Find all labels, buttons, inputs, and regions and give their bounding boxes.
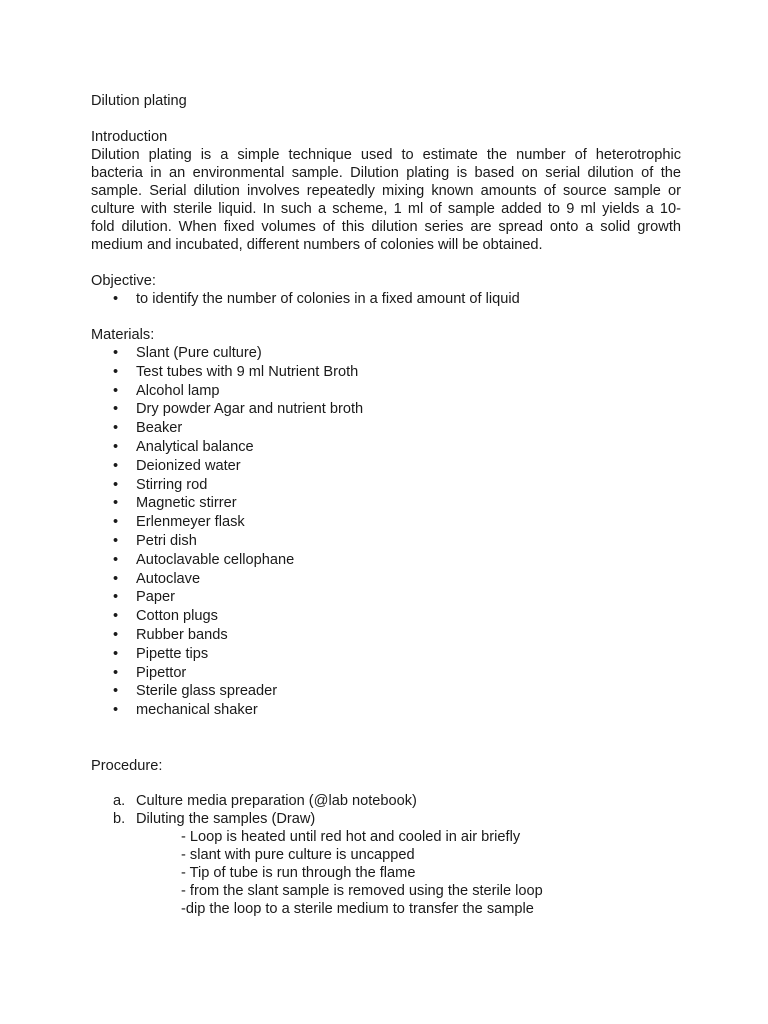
item-marker: b. xyxy=(113,811,126,827)
list-item xyxy=(91,810,681,828)
bullet-icon: • xyxy=(113,420,119,437)
material-text: Pipette tips xyxy=(136,645,209,662)
list-item xyxy=(91,513,681,532)
material-text: Magnetic stirrer xyxy=(136,495,237,512)
objective-section xyxy=(91,272,681,309)
list-item xyxy=(91,664,681,683)
list-item xyxy=(91,494,681,513)
list-item xyxy=(91,400,681,419)
bullet-icon: • xyxy=(113,664,119,681)
list-item xyxy=(91,290,681,309)
material-text: Autoclavable cellophane xyxy=(136,551,295,568)
material-text: Petri dish xyxy=(136,532,197,549)
bullet-icon: • xyxy=(113,345,119,361)
material-text: Test tubes with 9 ml Nutrient Broth xyxy=(136,363,359,380)
list-item xyxy=(91,570,681,589)
list-item xyxy=(91,382,681,401)
list-item xyxy=(91,588,681,607)
material-text: Pipettor xyxy=(136,664,187,681)
list-item xyxy=(91,532,681,551)
bullet-icon: • xyxy=(113,363,119,380)
objective-item-text: to identify the number of colonies in a fixed amount of liquid xyxy=(136,291,520,307)
material-text: Paper xyxy=(136,589,175,606)
material-text: Beaker xyxy=(136,420,183,437)
bullet-icon: • xyxy=(113,291,119,307)
bullet-icon: • xyxy=(113,626,119,643)
list-item xyxy=(91,344,681,363)
list-item xyxy=(91,438,681,457)
material-text: Rubber bands xyxy=(136,626,228,643)
intro-line: sample. Serial dilution involves repeatedly mixing known amounts of source sample or xyxy=(91,183,681,199)
list-item xyxy=(91,363,681,382)
step-item: - Tip of tube is run through the flame xyxy=(181,865,416,881)
introduction-heading: Introduction xyxy=(91,129,168,145)
step-item: - slant with pure culture is uncapped xyxy=(181,847,415,863)
step-item: - from the slant sample is removed using the sterile loop xyxy=(181,883,543,899)
material-text: Dry powder Agar and nutrient broth xyxy=(136,401,364,418)
material-text: Analytical balance xyxy=(136,438,254,455)
materials-heading: Materials: xyxy=(91,327,155,343)
list-item xyxy=(91,419,681,438)
material-text: Autoclave xyxy=(136,570,201,587)
intro-line: Dilution plating is a simple technique used to estimate the number of heterotrophic xyxy=(91,147,681,163)
bullet-icon: • xyxy=(113,683,119,700)
procedure-steps xyxy=(91,828,681,918)
bullet-icon: • xyxy=(113,589,119,606)
material-text: Deionized water xyxy=(136,457,241,474)
bullet-icon: • xyxy=(113,608,119,625)
list-item xyxy=(91,792,681,810)
list-item xyxy=(91,645,681,664)
material-text: Erlenmeyer flask xyxy=(136,514,245,531)
procedure-item-text: Diluting the samples (Draw) xyxy=(136,811,316,827)
material-text: Alcohol lamp xyxy=(136,382,220,399)
bullet-icon: • xyxy=(113,476,119,493)
procedure-heading: Procedure: xyxy=(91,758,163,774)
list-item xyxy=(91,607,681,626)
bullet-icon: • xyxy=(113,401,119,418)
bullet-icon: • xyxy=(113,570,119,587)
materials-section xyxy=(91,326,681,720)
procedure-list xyxy=(91,792,681,828)
bullet-icon: • xyxy=(113,514,119,531)
list-item xyxy=(91,457,681,476)
objective-list xyxy=(91,290,681,309)
step-item: -dip the loop to a sterile medium to transfer the sample xyxy=(181,901,534,917)
title-text: Dilution plating xyxy=(91,93,187,109)
bullet-icon: • xyxy=(113,457,119,474)
materials-list xyxy=(91,344,681,720)
material-text: Stirring rod xyxy=(136,476,208,493)
bullet-icon: • xyxy=(113,438,119,455)
list-item xyxy=(91,701,681,720)
material-text: Cotton plugs xyxy=(136,608,218,625)
objective-heading: Objective: xyxy=(91,273,156,289)
bullet-icon: • xyxy=(113,532,119,549)
list-item xyxy=(91,626,681,645)
procedure-item-text: Culture media preparation (@lab notebook) xyxy=(136,793,417,809)
item-marker: a. xyxy=(113,793,126,809)
bullet-icon: • xyxy=(113,702,119,719)
intro-line: fold dilution. When fixed volumes of this dilution series are spread onto a solid growth xyxy=(91,219,681,235)
step-item: - Loop is heated until red hot and cooled in air briefly xyxy=(181,829,521,845)
bullet-icon: • xyxy=(113,645,119,662)
material-text: mechanical shaker xyxy=(136,702,258,719)
material-text: Sterile glass spreader xyxy=(136,683,278,700)
bullet-icon: • xyxy=(113,495,119,512)
intro-line: medium and incubated, different numbers of colonies will be obtained. xyxy=(91,237,543,253)
bullet-icon: • xyxy=(113,382,119,399)
document-title xyxy=(91,92,681,110)
intro-line: bacteria in an environmental sample. Dilution plating is based on serial dilution of the xyxy=(91,165,681,181)
intro-line: culture with sterile liquid. In such a scheme, 1 ml of sample added to 9 ml yields a 10- xyxy=(91,201,681,217)
material-text: Slant (Pure culture) xyxy=(136,345,262,361)
list-item xyxy=(91,551,681,570)
procedure-section xyxy=(91,757,681,918)
introduction-section xyxy=(91,128,681,254)
list-item xyxy=(91,682,681,701)
bullet-icon: • xyxy=(113,551,119,568)
list-item xyxy=(91,476,681,495)
